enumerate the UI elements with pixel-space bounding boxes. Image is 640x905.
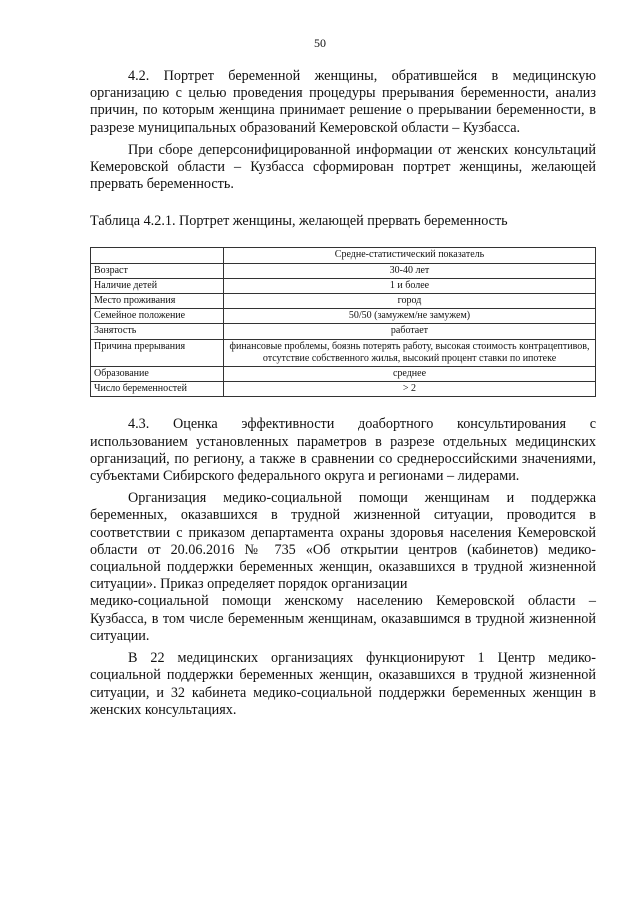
row-value: среднее bbox=[224, 367, 596, 382]
document-body bbox=[90, 68, 596, 724]
row-label: Наличие детей bbox=[91, 278, 224, 293]
section-4-3-paragraph-2: В 22 медицинских организациях функционируют 1 Центр медико-социальной поддержки беременных женщин, оказавшихся в трудной жизненной ситуации, и 32 кабинета медико-социальной поддержки беременных женщин в женских консультациях. bbox=[90, 650, 596, 718]
row-value: 50/50 (замужем/не замужем) bbox=[224, 309, 596, 324]
table-row bbox=[91, 382, 596, 397]
table-row bbox=[91, 339, 596, 366]
section-4-2-heading: 4.2. Портрет беременной женщины, обратившейся в медицинскую организацию с целью проведения процедуры прерывания беременности, анализ причин, по которым женщина принимает решение о прерывании беременности, в разрезе муниципальных образований Кемеровской области – Кузбасса. bbox=[90, 68, 596, 136]
table-row bbox=[91, 309, 596, 324]
table-caption: Таблица 4.2.1. Портрет женщины, желающей прервать беременность bbox=[90, 213, 508, 230]
row-label: Возраст bbox=[91, 263, 224, 278]
section-4-3-heading: 4.3. Оценка эффективности доабортного консультирования с использованием установленных параметров в разрезе отдельных медицинских организаций, по региону, а также в сравнении со среднероссийскими значениями, субъектами Сибирского федерального округа и регионами – лидерами. bbox=[90, 416, 596, 485]
row-value: > 2 bbox=[224, 382, 596, 397]
row-value: работает bbox=[224, 324, 596, 339]
row-label: Число беременностей bbox=[91, 382, 224, 397]
row-label: Семейное положение bbox=[91, 309, 224, 324]
table-row bbox=[91, 294, 596, 309]
table-row bbox=[91, 263, 596, 278]
row-label: Образование bbox=[91, 367, 224, 382]
table-header-label bbox=[91, 248, 224, 263]
section-4-3-paragraph-1a: Организация медико-социальной помощи женщинам и поддержка беременных, оказавшихся в трудной жизненной ситуации, проводится в соответствии с приказом департамента охраны здоровья населения Кемеровской области от 20.06.2016 № 735 «Об открытии центров (кабинетов) медико-социальной поддержки беременных женщин, оказавшихся в трудной жизненной ситуации». Приказ определяет порядок организации bbox=[90, 490, 596, 593]
row-value: 30-40 лет bbox=[224, 263, 596, 278]
table-header-value: Средне-статистический показатель bbox=[224, 248, 596, 263]
row-value: 1 и более bbox=[224, 278, 596, 293]
table-row bbox=[91, 278, 596, 293]
portrait-table bbox=[90, 247, 596, 397]
row-label: Занятость bbox=[91, 324, 224, 339]
table-row bbox=[91, 324, 596, 339]
page-number: 50 bbox=[314, 36, 326, 50]
table-header-row bbox=[91, 248, 596, 263]
table-row bbox=[91, 367, 596, 382]
row-value: финансовые проблемы, боязнь потерять работу, высокая стоимость контрацептивов, отсутствие собственного жилья, высокий процент ставки по ипотеке bbox=[224, 339, 596, 366]
row-label: Место проживания bbox=[91, 294, 224, 309]
section-4-3-paragraph-1b: медико-социальной помощи женскому населению Кемеровской области – Кузбасса, в том числе беременным женщинам, оказавшимся в трудной жизненной ситуации. bbox=[90, 593, 596, 644]
row-value: город bbox=[224, 294, 596, 309]
section-4-2-paragraph: При сборе деперсонифицированной информации от женских консультаций Кемеровской области – Кузбасса сформирован портрет женщины, желающей прервать беременность. bbox=[90, 141, 596, 193]
row-label: Причина прерывания bbox=[91, 339, 224, 366]
